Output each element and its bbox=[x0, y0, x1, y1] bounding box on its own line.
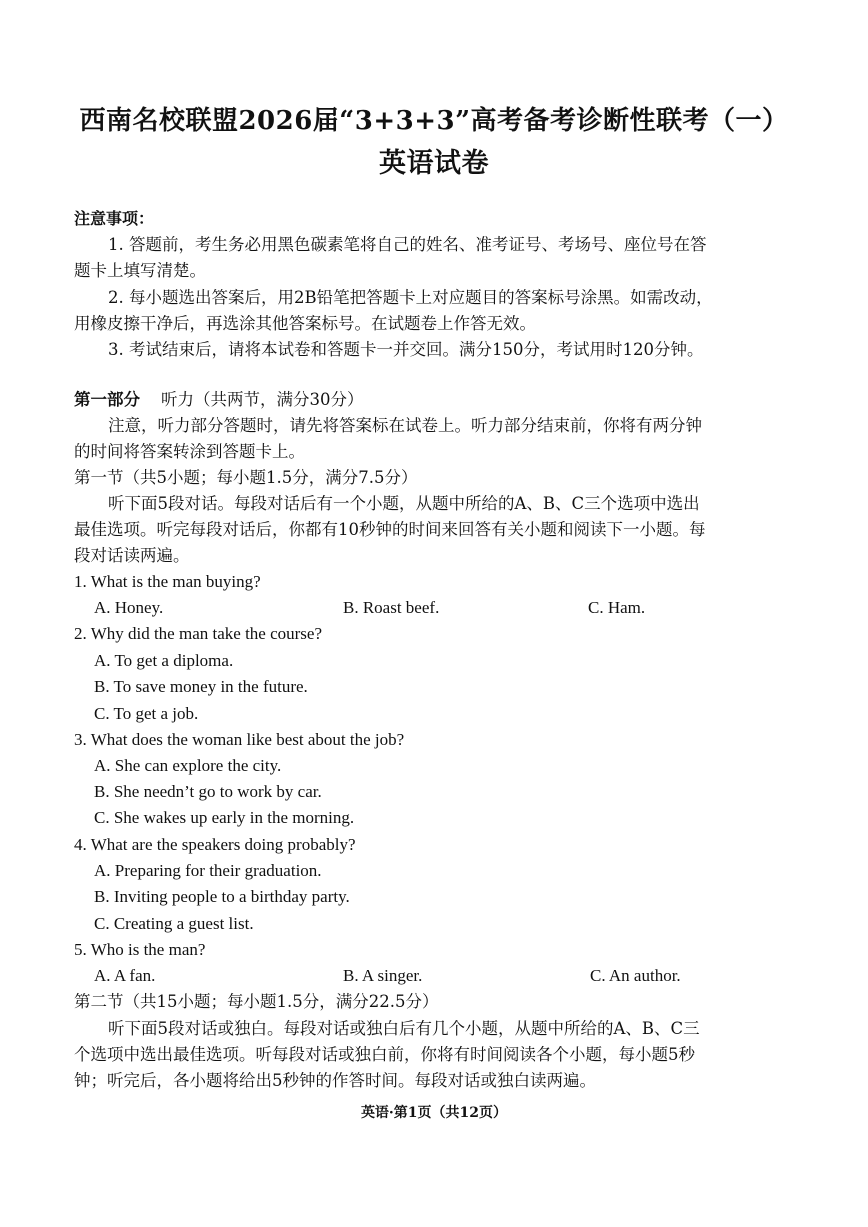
question-2-stem: 2. Why did the man take the course? bbox=[74, 624, 322, 643]
question-4-option-b: B. Inviting people to a birthday party. bbox=[94, 887, 350, 906]
notice-item-1: 1. 答题前，考生务必用黑色碳素笔将自己的姓名、准考证号、考场号、座位号在答 bbox=[108, 235, 707, 254]
question-4-option-a: A. Preparing for their graduation. bbox=[94, 861, 322, 880]
question-5-option-c: C. An author. bbox=[590, 966, 681, 985]
question-5-stem: 5. Who is the man? bbox=[74, 940, 206, 959]
question-5-option-a: A. A fan. bbox=[94, 966, 156, 985]
question-3-option-c: C. She wakes up early in the morning. bbox=[94, 808, 355, 827]
question-3-option-a: A. She can explore the city. bbox=[94, 756, 282, 775]
notice-heading: 注意事项： bbox=[74, 209, 155, 228]
page-footer: 英语·第1页（共12页） bbox=[360, 1105, 508, 1121]
section2-desc-end: 钟；听完后，各小题将给出5秒钟的作答时间。每段对话或独白读两遍。 bbox=[74, 1071, 596, 1090]
part1-label: 第一部分 bbox=[74, 390, 140, 409]
question-2-option-a: A. To get a diploma. bbox=[94, 651, 234, 670]
section2-desc: 听下面5段对话或独白。每段对话或独白后有几个小题，从题中所给的A、B、C三 bbox=[108, 1019, 700, 1038]
section1-desc-end: 段对话读两遍。 bbox=[74, 546, 190, 565]
section1-heading: 第一节（共5小题；每小题1.5分，满分7.5分） bbox=[74, 468, 418, 487]
question-4-stem: 4. What are the speakers doing probably? bbox=[74, 835, 356, 854]
notice-item-2-cont: 用橡皮擦干净后，再选涂其他答案标号。在试题卷上作答无效。 bbox=[74, 314, 536, 333]
question-2-option-b: B. To save money in the future. bbox=[94, 677, 308, 696]
section2-heading: 第二节（共15小题；每小题1.5分，满分22.5分） bbox=[74, 992, 439, 1011]
part1-note-cont: 的时间将答案转涂到答题卡上。 bbox=[74, 442, 305, 461]
part1-note: 注意，听力部分答题时，请先将答案标在试卷上。听力部分结束前，你将有两分钟 bbox=[108, 416, 702, 435]
notice-item-1-cont: 题卡上填写清楚。 bbox=[74, 261, 206, 280]
question-1-stem: 1. What is the man buying? bbox=[74, 572, 261, 591]
section1-desc-cont: 最佳选项。听完每段对话后，你都有10秒钟的时间来回答有关小题和阅读下一小题。每 bbox=[74, 520, 706, 539]
notice-item-3: 3. 考试结束后，请将本试卷和答题卡一并交回。满分150分，考试用时120分钟。 bbox=[108, 340, 704, 359]
notice-item-2: 2. 每小题选出答案后，用2B铅笔把答题卡上对应题目的答案标号涂黑。如需改动， bbox=[108, 288, 713, 307]
exam-title: 西南名校联盟2026届“3+3+3”高考备考诊断性联考（一） bbox=[79, 106, 789, 136]
question-1-option-a: A. Honey. bbox=[94, 598, 164, 617]
question-2-option-c: C. To get a job. bbox=[94, 704, 199, 723]
question-5-option-b: B. A singer. bbox=[343, 966, 423, 985]
part1-heading bbox=[74, 389, 799, 411]
question-3-stem: 3. What does the woman like best about the job? bbox=[74, 730, 405, 749]
section1-desc: 听下面5段对话。每段对话后有一个小题，从题中所给的A、B、C三个选项中选出 bbox=[108, 494, 700, 513]
question-1-option-c: C. Ham. bbox=[588, 598, 646, 617]
part1-title: 听力（共两节，满分30分） bbox=[160, 390, 364, 409]
section2-desc-cont: 个选项中选出最佳选项。听每段对话或独白前，你将有时间阅读各个小题，每小题5秒 bbox=[74, 1045, 695, 1064]
question-1-option-b: B. Roast beef. bbox=[343, 598, 440, 617]
question-4-option-c: C. Creating a guest list. bbox=[94, 914, 254, 933]
exam-subtitle: 英语试卷 bbox=[379, 148, 489, 179]
question-3-option-b: B. She needn’t go to work by car. bbox=[94, 782, 322, 801]
